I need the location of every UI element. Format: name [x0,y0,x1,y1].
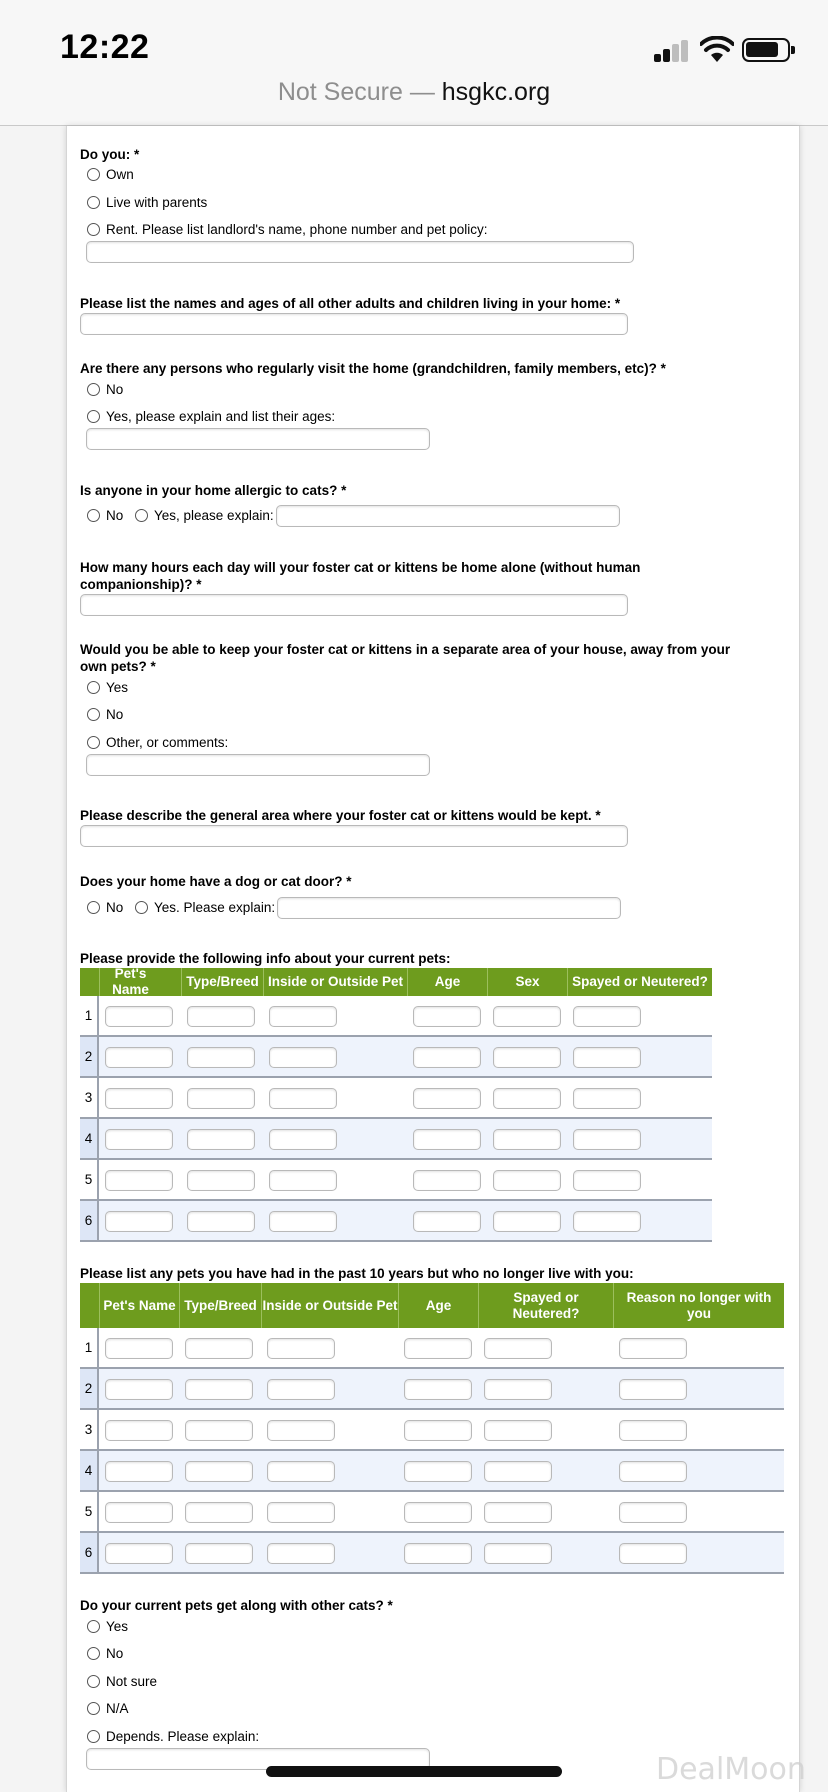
visitors-explain-input[interactable] [86,428,430,450]
pet-name-input[interactable] [105,1543,173,1564]
q-general-area-label: Please describe the general area where your foster cat or kittens would be kept. * [80,808,601,823]
row-number: 1 [80,996,99,1035]
address-bar[interactable] [0,78,828,107]
q-housing-label: Do you: * [80,147,140,162]
landlord-info-input[interactable] [86,241,634,263]
pet-name-input[interactable] [105,1129,173,1150]
radio-circle[interactable] [135,509,148,522]
separate-comments-input[interactable] [86,754,430,776]
age-input[interactable] [404,1420,472,1441]
radio-circle[interactable] [87,196,100,209]
inside-outside-input[interactable] [267,1543,335,1564]
pet-name-input[interactable] [105,1420,173,1441]
radio-circle[interactable] [87,681,100,694]
col-type-breed: Type/Breed [179,1283,261,1328]
browser-status-bar [0,0,828,126]
sex-input[interactable] [493,1170,561,1191]
q-hours-alone-label: How many hours each day will your foster cat or kittens be home alone (without human companionship)? * [80,560,641,592]
row-number: 6 [80,1533,99,1572]
reason-input[interactable] [619,1543,687,1564]
spayed-input[interactable] [484,1461,552,1482]
pet-name-input[interactable] [105,1047,173,1068]
type-breed-input[interactable] [187,1006,255,1027]
reason-input[interactable] [619,1379,687,1400]
watermark: DealMoon [656,1752,806,1787]
age-input[interactable] [404,1461,472,1482]
radio-pet-door-no[interactable]: No [87,900,123,915]
radio-circle[interactable] [87,1620,100,1633]
radio-circle[interactable] [87,168,100,181]
q-get-along-label: Do your current pets get along with other cats? * [80,1598,393,1613]
radio-allergic-yes[interactable]: Yes, please explain: [135,508,274,523]
pet-name-input[interactable] [105,1502,173,1523]
radio-separate-no[interactable]: No [87,707,123,722]
spayed-input[interactable] [573,1047,641,1068]
type-breed-input[interactable] [185,1379,253,1400]
inside-outside-input[interactable] [267,1420,335,1441]
age-input[interactable] [413,1211,481,1232]
row-number: 2 [80,1037,99,1076]
general-area-input[interactable] [80,825,628,847]
row-number: 4 [80,1451,99,1490]
spayed-input[interactable] [484,1379,552,1400]
inside-outside-input[interactable] [267,1461,335,1482]
pet-name-input[interactable] [105,1170,173,1191]
url-domain: hsgkc.org [441,78,551,106]
hours-alone-input[interactable] [80,594,628,616]
sex-input[interactable] [493,1006,561,1027]
spayed-input[interactable] [484,1420,552,1441]
inside-outside-input[interactable] [267,1379,335,1400]
radio-circle[interactable] [87,708,100,721]
type-breed-input[interactable] [185,1420,253,1441]
age-input[interactable] [404,1338,472,1359]
household-members-input[interactable] [80,313,628,335]
col-pet-name: Pet's Name [99,968,161,996]
q-allergic-label: Is anyone in your home allergic to cats? * [80,483,347,498]
sex-input[interactable] [493,1088,561,1109]
wifi-icon [700,36,734,64]
radio-get-along-depends[interactable]: Depends. Please explain: [87,1729,259,1744]
reason-input[interactable] [619,1420,687,1441]
age-input[interactable] [404,1502,472,1523]
row-number: 2 [80,1369,99,1408]
radio-circle[interactable] [87,383,100,396]
col-inside-outside: Inside or Outside Pet [263,968,407,996]
inside-outside-input[interactable] [267,1502,335,1523]
inside-outside-input[interactable] [269,1129,337,1150]
table-row [80,1119,712,1160]
type-breed-input[interactable] [185,1461,253,1482]
radio-visitors-yes[interactable]: Yes, please explain and list their ages: [87,409,335,424]
radio-own[interactable]: Own [87,167,134,182]
reason-input[interactable] [619,1338,687,1359]
age-input[interactable] [413,1047,481,1068]
radio-circle[interactable] [87,1730,100,1743]
radio-get-along-yes[interactable]: Yes [87,1619,128,1634]
row-number: 1 [80,1328,99,1367]
age-input[interactable] [413,1088,481,1109]
radio-circle[interactable] [87,509,100,522]
spayed-input[interactable] [573,1006,641,1027]
radio-pet-door-yes[interactable]: Yes. Please explain: [135,900,275,915]
pet-door-explain-input[interactable] [277,897,621,919]
reason-input[interactable] [619,1502,687,1523]
spayed-input[interactable] [573,1170,641,1191]
pet-name-input[interactable] [105,1211,173,1232]
radio-circle[interactable] [87,223,100,236]
type-breed-input[interactable] [187,1047,255,1068]
row-number: 3 [80,1078,99,1117]
allergic-explain-input[interactable] [276,505,620,527]
table-row [80,1369,784,1410]
radio-allergic-no[interactable]: No [87,508,123,523]
spayed-input[interactable] [484,1502,552,1523]
past-pets-table [80,1283,784,1574]
table-row [80,1492,784,1533]
inside-outside-input[interactable] [269,1170,337,1191]
inside-outside-input[interactable] [269,1088,337,1109]
table-row [80,1328,784,1369]
age-input[interactable] [404,1379,472,1400]
table-row [80,1078,712,1119]
current-pets-table [80,968,712,1242]
type-breed-input[interactable] [187,1129,255,1150]
spayed-input[interactable] [573,1088,641,1109]
pet-name-input[interactable] [105,1006,173,1027]
radio-live-with-parents[interactable]: Live with parents [87,195,207,210]
col-type-breed: Type/Breed [181,968,263,996]
table-row [80,1201,712,1242]
reason-input[interactable] [619,1461,687,1482]
past-pets-label: Please list any pets you have had in the past 10 years but who no longer live with you: [80,1266,634,1281]
col-age: Age [407,968,487,996]
age-input[interactable] [413,1129,481,1150]
col-sex: Sex [487,968,567,996]
radio-circle[interactable] [135,901,148,914]
sex-input[interactable] [493,1047,561,1068]
type-breed-input[interactable] [187,1088,255,1109]
q-visitors-label: Are there any persons who regularly visit the home (grandchildren, family members, etc)? * [80,361,666,376]
radio-get-along-not-sure[interactable]: Not sure [87,1674,157,1689]
type-breed-input[interactable] [185,1502,253,1523]
not-secure-label: Not Secure — [277,78,435,106]
sex-input[interactable] [493,1211,561,1232]
radio-separate-yes[interactable]: Yes [87,680,128,695]
table-row [80,1533,784,1574]
sex-input[interactable] [493,1129,561,1150]
radio-circle[interactable] [87,901,100,914]
col-spayed-neutered: Spayed or Neutered? [567,968,712,996]
row-number: 5 [80,1492,99,1531]
radio-circle[interactable] [87,410,100,423]
home-indicator[interactable] [266,1766,562,1777]
type-breed-input[interactable] [185,1338,253,1359]
age-input[interactable] [413,1006,481,1027]
radio-visitors-no[interactable]: No [87,382,123,397]
type-breed-input[interactable] [185,1543,253,1564]
col-pet-name: Pet's Name [99,1283,179,1328]
age-input[interactable] [413,1170,481,1191]
row-number: 3 [80,1410,99,1449]
radio-get-along-na[interactable]: N/A [87,1701,129,1716]
col-age: Age [398,1283,478,1328]
battery-icon [742,38,790,62]
radio-circle[interactable] [87,736,100,749]
row-number: 5 [80,1160,99,1199]
radio-rent[interactable]: Rent. Please list landlord's name, phone number and pet policy: [87,222,488,237]
table-row [80,1410,784,1451]
table-row [80,996,712,1037]
age-input[interactable] [404,1543,472,1564]
pet-name-input[interactable] [105,1461,173,1482]
table-row [80,1037,712,1078]
table-header [80,1283,784,1328]
pet-name-input[interactable] [105,1088,173,1109]
spayed-input[interactable] [484,1543,552,1564]
table-row [80,1160,712,1201]
q-household-members-label: Please list the names and ages of all other adults and children living in your home: * [80,296,621,311]
cellular-signal-icon [654,40,690,62]
spayed-input[interactable] [573,1129,641,1150]
type-breed-input[interactable] [187,1211,255,1232]
spayed-input[interactable] [573,1211,641,1232]
q-pet-door-label: Does your home have a dog or cat door? * [80,874,352,889]
status-time: 12:22 [60,28,150,66]
col-spayed-neutered: Spayed or Neutered? [478,1283,613,1328]
table-header [80,968,712,996]
current-pets-label: Please provide the following info about your current pets: [80,951,451,966]
radio-separate-other[interactable]: Other, or comments: [87,735,228,750]
spayed-input[interactable] [484,1338,552,1359]
radio-circle[interactable] [87,1675,100,1688]
q-separate-area-label: Would you be able to keep your foster cat or kittens in a separate area of your house, away from your own pets? * [80,642,731,674]
inside-outside-input[interactable] [267,1338,335,1359]
inside-outside-input[interactable] [269,1006,337,1027]
row-number: 4 [80,1119,99,1158]
radio-circle[interactable] [87,1647,100,1660]
table-row [80,1451,784,1492]
radio-get-along-no[interactable]: No [87,1646,123,1661]
col-reason: Reason no longer with you [613,1283,784,1328]
inside-outside-input[interactable] [269,1047,337,1068]
inside-outside-input[interactable] [269,1211,337,1232]
col-inside-outside: Inside or Outside Pet [261,1283,398,1328]
pet-name-input[interactable] [105,1338,173,1359]
radio-circle[interactable] [87,1702,100,1715]
pet-name-input[interactable] [105,1379,173,1400]
row-number: 6 [80,1201,99,1240]
type-breed-input[interactable] [187,1170,255,1191]
